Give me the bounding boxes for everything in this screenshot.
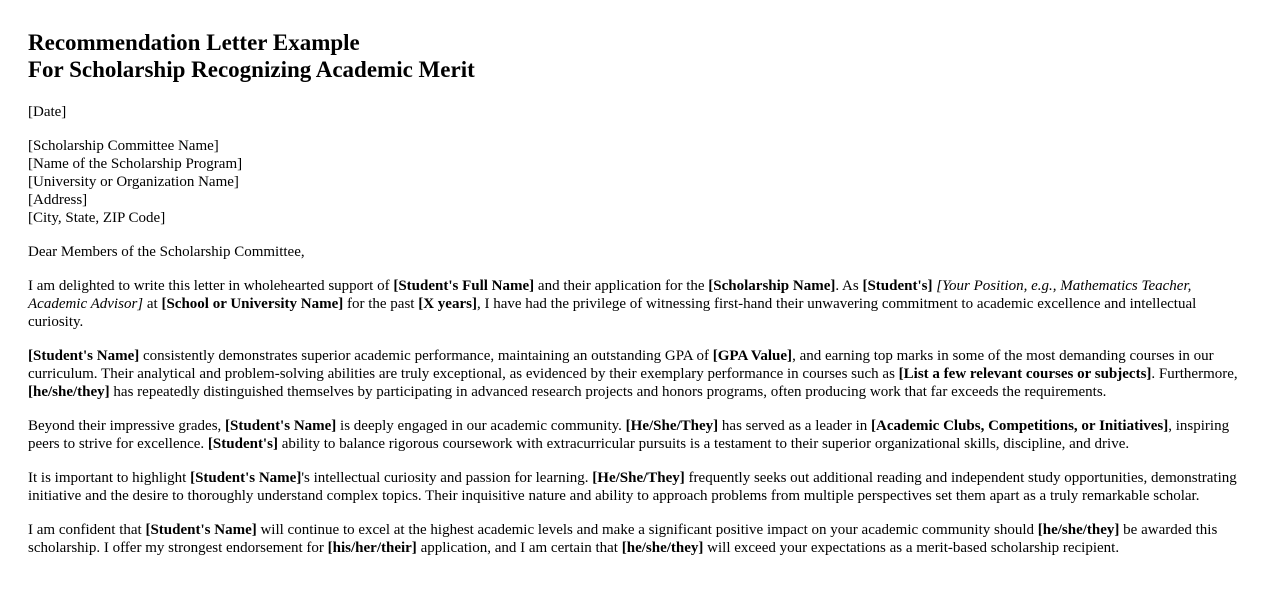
salutation: Dear Members of the Scholarship Committee,: [28, 244, 305, 260]
text: , inspiring peers to strive for excellence.: [28, 418, 1230, 452]
text: I am delighted to write this letter in wholehearted support of: [28, 278, 394, 294]
text: and their application for the: [534, 278, 709, 294]
text: will continue to excel at the highest academic levels and make a significant positive impact on your academic community should: [256, 522, 1038, 538]
text: will exceed your expectations as a merit-based scholarship recipient.: [703, 540, 1120, 556]
paragraph-introduction: [28, 277, 1250, 331]
text: Beyond their impressive grades,: [28, 418, 226, 434]
text: , and earning top marks in some of the most demanding courses in our curriculum. Their analytical and problem-solving abilities are truly exceptional, as evidenced by their exemplary performance in courses such as: [28, 348, 1214, 382]
address-line-organization: [University or Organization Name]: [28, 174, 239, 190]
recipient-address: [28, 137, 1250, 227]
text: consistently demonstrates superior academic performance, maintaining an outstanding GPA of: [139, 348, 713, 364]
paragraph-academic-performance: [28, 347, 1250, 401]
text: has repeatedly distinguished themselves by participating in advanced research projects and honors programs, often producing work that far exceeds the requirements.: [109, 384, 1107, 400]
placeholder-student-name: [Student's Name]: [225, 418, 337, 434]
placeholder-student-name: [Student's Name]: [190, 470, 302, 486]
text: , I have had the privilege of witnessing first-hand their unwavering commitment to academic excellence and intellectual curiosity.: [28, 296, 1197, 330]
text: 's intellectual curiosity and passion for learning.: [301, 470, 593, 486]
text: frequently seeks out additional reading and independent study opportunities, demonstrating initiative and the desire to thoroughly understand complex topics. Their inquisitive nature and ability to approach problems from multiple perspectives set them apart as a truly remarkable scholar.: [28, 470, 1237, 504]
placeholder-school-name: [School or University Name]: [161, 296, 344, 312]
placeholder-pronoun: [He/She/They]: [625, 418, 719, 434]
placeholder-your-position: [Your Position, e.g., Mathematics Teacher, Academic Advisor]: [28, 278, 1192, 312]
title-line-2: For Scholarship Recognizing Academic Merit: [28, 57, 475, 82]
text: . Furthermore,: [1151, 366, 1238, 382]
placeholder-years: [X years]: [418, 296, 477, 312]
address-line-street: [Address]: [28, 192, 88, 208]
address-line-committee: [Scholarship Committee Name]: [28, 138, 219, 154]
text: . As: [835, 278, 863, 294]
placeholder-pronoun: [he/she/they]: [28, 384, 110, 400]
placeholder-possessive-pronoun: [his/her/their]: [327, 540, 417, 556]
text: at: [143, 296, 162, 312]
placeholder-student-name: [Student's Name]: [145, 522, 257, 538]
text: for the past: [343, 296, 419, 312]
placeholder-academic-clubs: [Academic Clubs, Competitions, or Initiatives]: [871, 418, 1169, 434]
placeholder-student-name: [Student's Name]: [28, 348, 140, 364]
text: be awarded this scholarship. I offer my strongest endorsement for: [28, 522, 1218, 556]
address-line-city: [City, State, ZIP Code]: [28, 210, 166, 226]
placeholder-scholarship-name: [Scholarship Name]: [708, 278, 836, 294]
text: is deeply engaged in our academic community.: [336, 418, 626, 434]
title-line-1: Recommendation Letter Example: [28, 30, 360, 55]
text: application, and I am certain that: [416, 540, 622, 556]
placeholder-student: [Student's]: [862, 278, 933, 294]
address-line-program: [Name of the Scholarship Program]: [28, 156, 243, 172]
placeholder-pronoun: [he/she/they]: [621, 540, 704, 556]
letter-date: [Date]: [28, 104, 67, 120]
placeholder-pronoun: [he/she/they]: [1037, 522, 1120, 538]
placeholder-gpa-value: [GPA Value]: [712, 348, 793, 364]
placeholder-student-full-name: [Student's Full Name]: [393, 278, 535, 294]
text: has served as a leader in: [718, 418, 872, 434]
text: I am confident that: [28, 522, 146, 538]
paragraph-intellectual-curiosity: [28, 469, 1250, 505]
text: ability to balance rigorous coursework with extracurricular pursuits is a testament to their superior organizational skills, discipline, and drive.: [277, 436, 1130, 452]
page-title: [28, 29, 1250, 83]
letter-content: [28, 29, 1250, 573]
paragraph-community-engagement: [28, 417, 1250, 453]
text: It is important to highlight: [28, 470, 191, 486]
paragraph-conclusion: [28, 521, 1250, 557]
placeholder-courses: [List a few relevant courses or subjects]: [898, 366, 1152, 382]
placeholder-pronoun: [He/She/They]: [592, 470, 685, 486]
placeholder-student: [Student's]: [207, 436, 278, 452]
